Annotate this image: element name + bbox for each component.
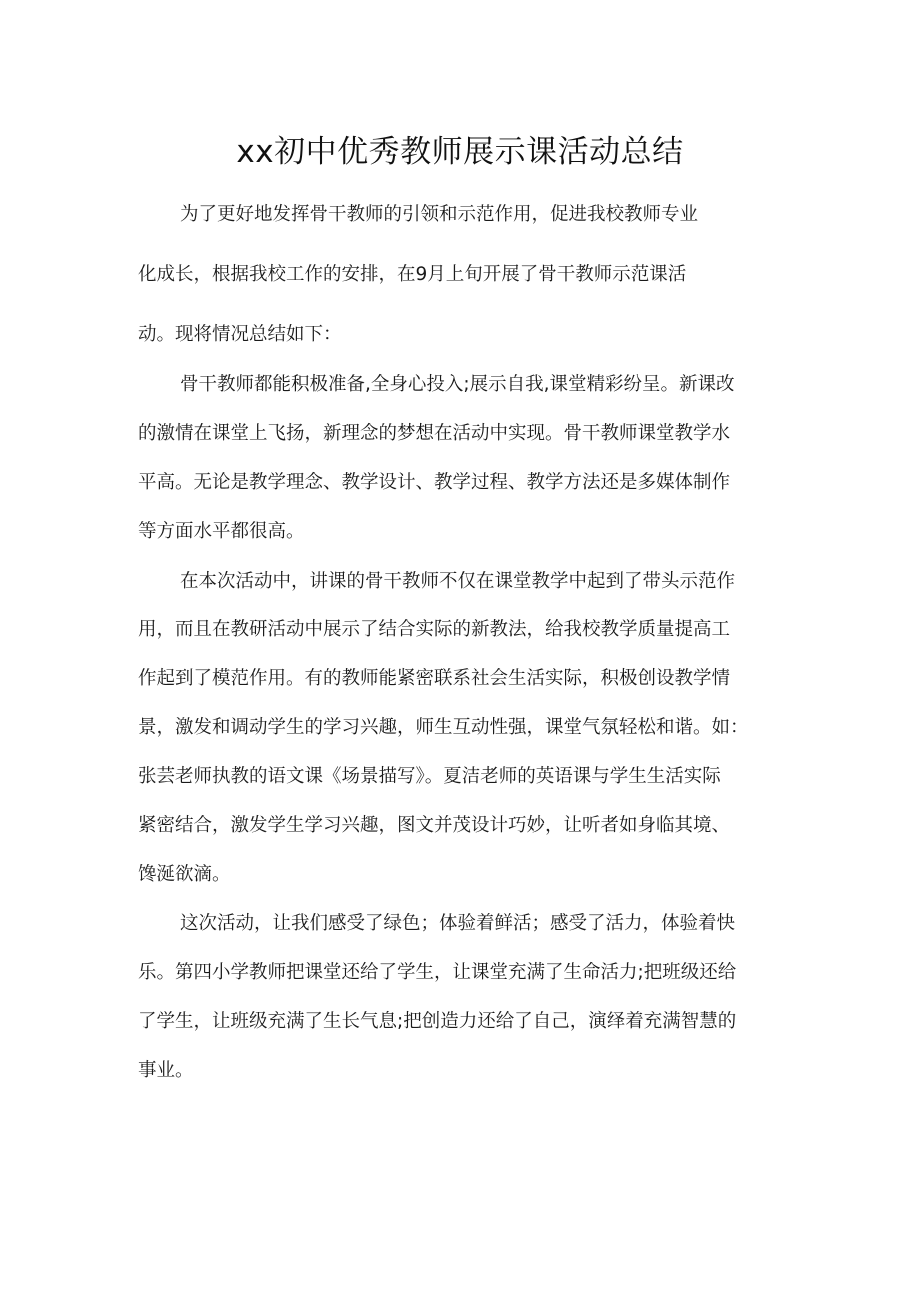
paragraph-3-line-1: 在本次活动中，讲课的骨干教师不仅在课堂教学中起到了带头示范作 — [180, 571, 736, 592]
paragraph-4-line-4: 事业。 — [138, 1060, 194, 1081]
paragraph-1-line-3: 动。现将情况总结如下： — [138, 324, 342, 345]
paragraph-2-line-4: 等方面水平都很高。 — [138, 521, 305, 542]
paragraph-3-line-6: 紧密结合，激发学生学习兴趣，图文并茂设计巧妙，让听者如身临其境、 — [138, 815, 731, 836]
paragraph-3-line-7: 馋涎欲滴。 — [138, 864, 231, 885]
document-title: xx初中优秀教师展示课活动总结 — [236, 134, 684, 170]
paragraph-4-line-2: 乐。第四小学教师把课堂还给了学生，让课堂充满了生命活力;把班级还给 — [138, 962, 737, 983]
paragraph-2-line-2: 的激情在课堂上飞扬，新理念的梦想在活动中实现。骨干教师课堂教学水 — [138, 423, 731, 444]
paragraph-2-line-3: 平高。无论是教学理念、教学设计、教学过程、教学方法还是多媒体制作 — [138, 472, 731, 493]
paragraph-1-line-2: 化成长，根据我校工作的安排，在9月上旬开展了骨干教师示范课活 — [138, 264, 687, 285]
paragraph-1-line-1: 为了更好地发挥骨干教师的引领和示范作用，促进我校教师专业 — [180, 204, 699, 225]
paragraph-3-line-4: 景，激发和调动学生的学习兴趣，师生互动性强，课堂气氛轻松和谐。如： — [138, 717, 749, 738]
paragraph-3-line-2: 用，而且在教研活动中展示了结合实际的新教法，给我校教学质量提高工 — [138, 619, 731, 640]
paragraph-4-line-3: 了学生，让班级充满了生长气息;把创造力还给了自己，演绎着充满智慧的 — [138, 1011, 737, 1032]
paragraph-3-line-3: 作起到了模范作用。有的教师能紧密联系社会生活实际，积极创设教学情 — [138, 668, 731, 689]
paragraph-2-line-1: 骨干教师都能积极准备,全身心投入;展示自我,课堂精彩纷呈。新课改 — [180, 374, 735, 395]
paragraph-3-line-5: 张芸老师执教的语文课《场景描写》。夏洁老师的英语课与学生生活实际 — [138, 766, 721, 787]
paragraph-4-line-1: 这次活动，让我们感受了绿色；体验着鲜活；感受了活力，体验着快 — [180, 913, 736, 934]
